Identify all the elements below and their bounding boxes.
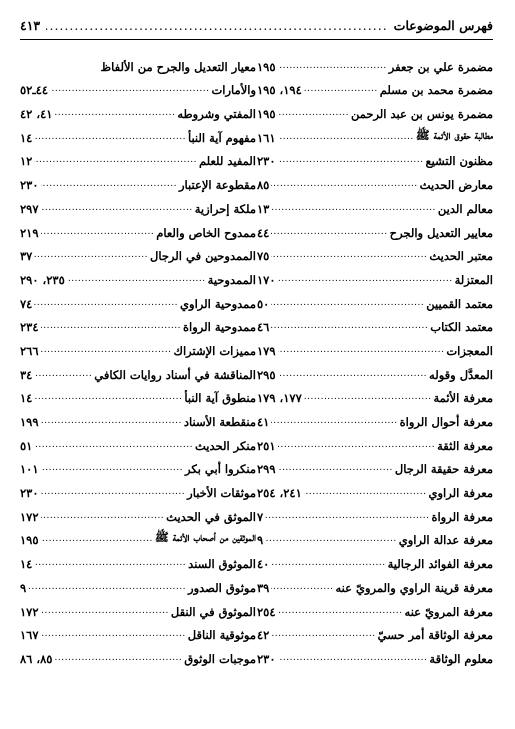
entry-label: موثوقية الناقل (187, 628, 256, 643)
leader-dots (41, 416, 182, 426)
entry-label: منطوق آية النبأ (184, 391, 256, 406)
entry-label: معايير التعديل والجرح (389, 225, 493, 240)
entry-label: معرفة الرواة (431, 509, 493, 524)
leader-dots (41, 606, 169, 616)
entry-page-number: ٥١ (20, 438, 33, 453)
index-entry (257, 642, 493, 666)
leader-dots (278, 369, 428, 379)
entry-page-number: ١٣ (257, 201, 270, 216)
entry-label: والأمارات (211, 83, 256, 98)
leader-dots (41, 227, 155, 237)
entry-label: الموثوق في النقل (170, 604, 256, 619)
entry-page-number: ١٩٤، ١٩٥ (257, 83, 302, 98)
entry-label: المعدَّل وقوله (429, 367, 493, 382)
entry-page-number: ١٤ (20, 391, 33, 406)
entry-label: منكر الحديث (195, 438, 256, 453)
index-entry (257, 50, 493, 74)
entry-page-number: ٢٩٩ (257, 462, 276, 477)
entry-page-number: ١٩٥ (20, 533, 39, 548)
entry-page-number: ٩ (20, 580, 27, 595)
index-entry (20, 547, 256, 571)
entry-label: معتمد القميين (426, 296, 493, 311)
leader-dots (34, 250, 148, 260)
leader-dots (41, 179, 177, 189)
entry-page-number: ١٧٧، ١٧٩ (257, 391, 302, 406)
entry-label: الموثوق السند (188, 557, 256, 572)
entry-label: معتمد الكتاب (430, 320, 493, 335)
entry-page-number: ٢٤١، ٢٥٤ (257, 486, 302, 501)
index-entry (257, 382, 493, 406)
page-header (20, 14, 493, 36)
index-entry (257, 97, 493, 121)
entry-page-number: ١٤ (20, 557, 33, 572)
entry-label: مضمرة علي بن جعفر (388, 59, 493, 74)
leader-dots (271, 179, 417, 189)
entry-label: المفيد للعلم (199, 154, 256, 169)
entry-page-number: ١٧٩ (257, 343, 276, 358)
index-entry (20, 50, 256, 74)
leader-dots (41, 203, 193, 213)
entry-page-number: ٤٢ (257, 628, 270, 643)
index-entry (257, 571, 493, 595)
entry-label: ممدوحية الراوي (180, 296, 256, 311)
entry-page-number: ٢٣٤ (20, 320, 39, 335)
entry-label: معرفة حقيقة الرجال (394, 462, 493, 477)
entry-page-number: ١٠١ (20, 462, 39, 477)
leader-dots (41, 487, 186, 497)
index-entry (257, 358, 493, 382)
entry-page-number: ٥٠ (257, 296, 270, 311)
entry-page-number: ٣٤ (20, 367, 33, 382)
entry-page-number: ٢٥١ (257, 438, 276, 453)
leader-dots (304, 84, 378, 94)
index-entry (20, 97, 256, 121)
index-entry (257, 429, 493, 453)
leader-dots (34, 392, 182, 402)
leader-dots (278, 155, 424, 165)
leader-dots (41, 463, 184, 473)
leader-dots (271, 416, 397, 426)
index-entry (257, 287, 493, 311)
index-entry (257, 524, 493, 548)
entry-page-number: ٢٣٠ (20, 178, 39, 193)
index-entry (20, 216, 256, 240)
entry-label: موجبات الوثوق (184, 651, 256, 666)
index-column-left (20, 50, 256, 666)
entry-label: معرفة الثقة (437, 438, 493, 453)
entry-label: ممدوحية الرواة (183, 320, 256, 335)
entry-label: معلوم الوثاقة (429, 651, 493, 666)
leader-dots (278, 132, 414, 142)
index-entry (20, 192, 256, 216)
index-entry (257, 547, 493, 571)
index-entry (20, 74, 256, 98)
entry-label: المعجزات (446, 343, 493, 358)
leader-dots (34, 298, 178, 308)
index-entry (257, 500, 493, 524)
index-entry (20, 382, 256, 406)
entry-label: مطالبة حقوق الأئمة ﷺ (415, 127, 493, 142)
entry-label: معارض الحديث (419, 178, 493, 193)
leader-dots (271, 321, 428, 331)
index-entry (257, 192, 493, 216)
index-entry (257, 145, 493, 169)
entry-page-number: ٧ (257, 509, 264, 524)
leader-dots (41, 345, 172, 355)
entry-page-number: ٢٩٧ (20, 201, 39, 216)
leader-dots (271, 582, 333, 592)
index-entry (257, 168, 493, 192)
leader-dots (34, 132, 186, 142)
entry-label: مميزات الإشتراك (173, 343, 256, 358)
entry-label: معرفة أحوال الرواة (399, 415, 493, 429)
leader-dots (54, 108, 175, 118)
entry-page-number: ١٧٠ (257, 272, 276, 287)
entry-label: معرفة الأئمة (433, 391, 493, 406)
entry-label: المفتي وشروطه (177, 107, 256, 122)
leader-dots (278, 440, 436, 450)
entry-label: الممدوحية (207, 272, 256, 287)
index-entry (257, 311, 493, 335)
leader-dots (271, 227, 387, 237)
entry-label: مضمرة محمد بن مسلم (379, 83, 493, 98)
leader-dots (34, 558, 186, 568)
index-entry (20, 287, 256, 311)
entry-label: معالم الدين (437, 201, 493, 216)
index-entry (257, 476, 493, 500)
index-entry (20, 571, 256, 595)
index-entry (20, 263, 256, 287)
leader-dots (304, 487, 427, 497)
entry-label: الموثق في الحديث (166, 509, 256, 524)
index-column-right (257, 50, 493, 666)
index-entry (20, 619, 256, 643)
entry-page-number: ٤٠ (257, 557, 270, 572)
entry-page-number: ٢٣٥، ٢٩٠ (20, 272, 65, 287)
leader-dots (34, 440, 193, 450)
leader-dots (278, 463, 393, 473)
entry-label: المعتزلة (454, 272, 493, 287)
header-page-number: ٤١٣ (20, 17, 41, 33)
entry-label: موثوق الصدور (188, 580, 256, 595)
entry-page-number: ١٩٥ (257, 107, 276, 122)
index-entry (20, 168, 256, 192)
leader-dots (271, 203, 436, 213)
leader-dots (54, 653, 182, 663)
index-entry (257, 619, 493, 643)
leader-dots (50, 84, 209, 94)
entry-page-number: ١٧٢ (20, 509, 39, 524)
entry-label: الموثقين من أصحاب الأئمة ﷺ (154, 530, 256, 545)
entry-page-number: ٧٥ (257, 249, 270, 264)
entry-page-number: ٨٥ (257, 178, 270, 193)
entry-page-number: ٢٣٠ (257, 651, 276, 666)
leader-dots (304, 392, 432, 402)
leader-dots (278, 653, 428, 663)
entry-label: معتبر الحديث (429, 249, 493, 264)
entry-page-number: ٢٣٠ (20, 486, 39, 501)
entry-label: مظنون التشيع (425, 154, 493, 169)
entry-page-number: ٢٩٥ (257, 367, 276, 382)
index-entry (20, 358, 256, 382)
entry-page-number: ٨٥، ٨٦ (20, 651, 53, 666)
leader-dots (265, 534, 397, 544)
entry-label: ملكة إحرازية (194, 201, 256, 216)
leader-dots (278, 606, 403, 616)
entry-page-number: ٤٦ (257, 320, 270, 335)
entry-page-number: ٤١، ٤٢ (20, 107, 53, 122)
index-entry (20, 642, 256, 666)
entry-page-number: ٤٤ـ٥٢ (20, 83, 49, 98)
entry-page-number: ١٩٥ (257, 59, 276, 74)
entry-page-number: ١٦١ (257, 130, 276, 145)
index-entry (20, 453, 256, 477)
index-entry (20, 121, 256, 145)
index-entry (20, 595, 256, 619)
entry-label: معرفة الفوائد الرجالية (387, 557, 493, 572)
entry-label: معرفة قرينة الراوي والمرويّ عنه (335, 580, 493, 595)
leader-dots (278, 274, 453, 284)
entry-label: منكروا أبي بكر (185, 462, 256, 477)
header-leader-dots (46, 18, 388, 33)
leader-dots (278, 345, 445, 355)
index-entry (20, 240, 256, 264)
leader-dots (34, 155, 197, 165)
index-entry (257, 121, 493, 145)
entry-label: معرفة عدالة الراوي (398, 533, 493, 548)
index-entry (20, 524, 256, 548)
index-entry (20, 334, 256, 358)
index-entry (257, 74, 493, 98)
entry-page-number: ٧٤ (20, 296, 33, 311)
leader-dots (67, 274, 206, 284)
header-rule (20, 39, 493, 40)
leader-dots (278, 108, 349, 118)
entry-label: معرفة الوثاقة أمر حسيّ (377, 628, 493, 643)
entry-page-number: ١٢ (20, 154, 33, 169)
entry-page-number: ١٧٢ (20, 604, 39, 619)
leader-dots (271, 629, 375, 639)
entry-page-number: ١٤ (20, 130, 33, 145)
leader-dots (271, 250, 427, 260)
leader-dots (278, 61, 387, 71)
entry-page-number: ٣٧ (20, 249, 33, 264)
index-entry (257, 453, 493, 477)
entry-label: معرفة المرويّ عنه (404, 604, 493, 619)
entry-page-number: ٤٤ (257, 225, 270, 240)
entry-label: مضمرة يونس بن عبد الرحمن (350, 107, 493, 122)
entry-page-number: ٢٥٤ (257, 604, 276, 619)
index-entry (20, 405, 256, 429)
entry-label: مفهوم آية النبأ (187, 130, 256, 145)
index-entry (20, 429, 256, 453)
leader-dots (41, 534, 153, 544)
index-entry (20, 311, 256, 335)
entry-page-number: ٢٦٦ (20, 343, 39, 358)
entry-label: المناقشة في أسناد روايات الكافي (94, 367, 256, 382)
index-entry (257, 595, 493, 619)
entry-label: الممدوحين في الرجال (149, 249, 256, 264)
leader-dots (41, 321, 182, 331)
entry-label: معيار التعديل والجرح من الألفاظ (100, 59, 256, 74)
leader-dots (41, 629, 186, 639)
entry-page-number: ١٦٧ (20, 628, 39, 643)
leader-dots (265, 511, 429, 521)
entry-label: معرفة الراوي (428, 486, 493, 501)
index-entry (257, 334, 493, 358)
entry-page-number: ٢١٩ (20, 225, 39, 240)
entry-label: مقطوعة الإعتبار (179, 178, 256, 193)
entry-page-number: ١٩٩ (20, 415, 39, 429)
leader-dots (271, 558, 385, 568)
index-entry (257, 240, 493, 264)
index-entry (20, 476, 256, 500)
entry-label: منقطعة الأسناد (183, 415, 256, 429)
leader-dots (34, 369, 92, 379)
entry-label: ممدوح الخاص والعام (156, 225, 256, 240)
entry-page-number: ٣٩ (257, 580, 270, 595)
entry-page-number: ٩ (257, 533, 264, 548)
entry-label: موثقات الأخبار (187, 486, 256, 501)
index-entry (257, 263, 493, 287)
index-entry (20, 500, 256, 524)
entry-page-number: ٢٣٠ (257, 154, 276, 169)
index-entry (257, 405, 493, 429)
entry-page-number: ٤١ (257, 415, 270, 429)
index-entry (257, 216, 493, 240)
leader-dots (28, 582, 186, 592)
leader-dots (41, 511, 165, 521)
leader-dots (271, 298, 424, 308)
header-title: فهرس الموضوعات (393, 17, 493, 33)
index-entry (20, 145, 256, 169)
